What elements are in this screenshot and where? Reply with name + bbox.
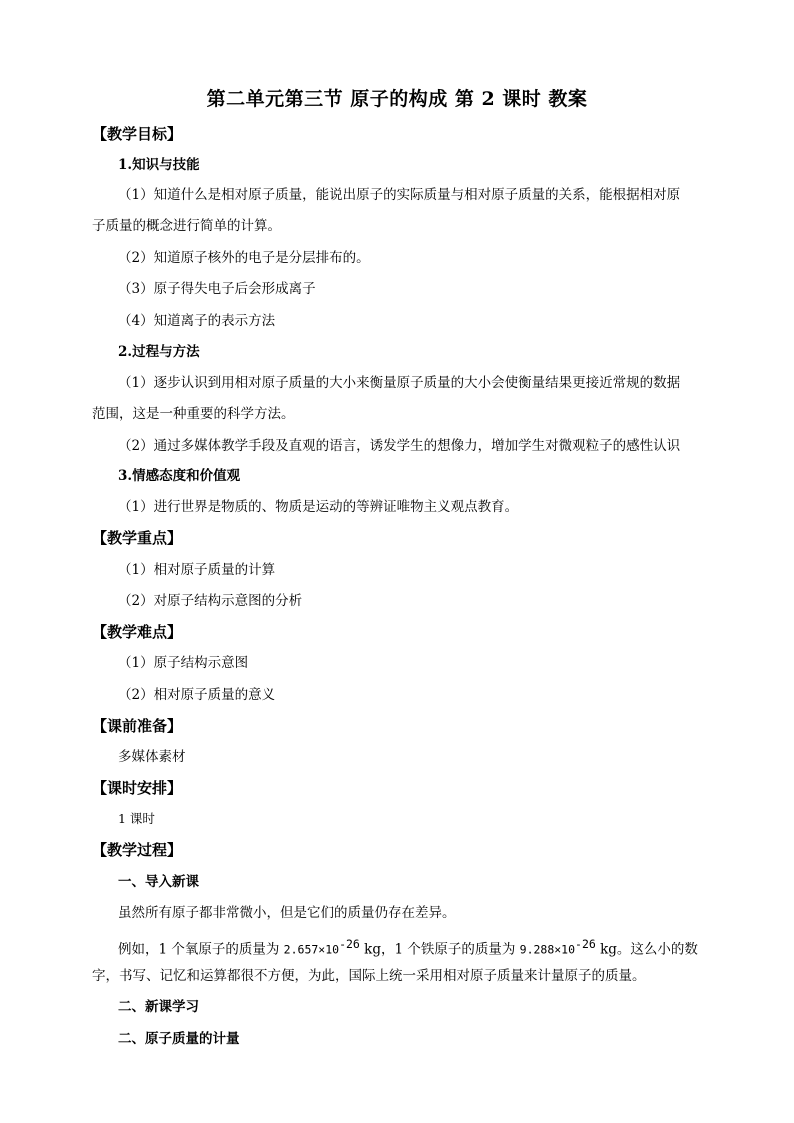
process-step-2: 二、新课学习 [118,999,199,1015]
goal-p2: （2）通过多媒体教学手段及直观的语言，诱发学生的想像力，增加学生对微观粒子的感性认识 [118,438,681,454]
process-paragraph-1: 虽然所有原子都非常微小，但是它们的质量仍存在差异。 [118,905,456,921]
section-heading-schedule: 【课时安排】 [92,779,183,797]
oxygen-mass-exponent: -26 [339,937,360,951]
difficult-item-2: （2）相对原子质量的意义 [118,687,276,703]
p2-middle: kg，1 个铁原子的质量为 [359,941,520,958]
key-item-2: （2）对原子结构示意图的分析 [118,593,303,609]
page-title: 第二单元第三节 原子的构成 第 2 课时 教案 [206,88,588,110]
process-step-3: 二、原子质量的计量 [118,1031,240,1047]
section-heading-prep: 【课前准备】 [92,717,183,735]
prep-text: 多媒体素材 [118,749,186,765]
iron-mass: 9.288×10 [519,942,576,957]
iron-mass-exponent: -26 [575,937,596,951]
p2-suffix: kg。这么小的数 [595,941,698,958]
process-step-1: 一、导入新课 [118,874,199,890]
difficult-item-1: （1）原子结构示意图 [118,655,249,671]
oxygen-mass: 2.657×10 [283,942,340,957]
subheading-emotion: 3.情感态度和价值观 [118,468,241,484]
goal-e1: （1）进行世界是物质的、物质是运动的等辨证唯物主义观点教育。 [118,499,519,515]
goal-k1-line2: 子质量的概念进行简单的计算。 [92,218,281,234]
section-heading-key: 【教学重点】 [92,529,183,547]
section-heading-process: 【教学过程】 [92,841,183,859]
process-paragraph-2 [118,934,698,960]
goal-p1-line2: 范围，这是一种重要的科学方法。 [92,406,295,422]
goal-k4: （4）知道离子的表示方法 [118,313,276,329]
key-item-1: （1）相对原子质量的计算 [118,562,276,578]
goal-k3: （3）原子得失电子后会形成离子 [118,281,316,297]
goal-p1-line1: （1）逐步认识到用相对原子质量的大小来衡量原子质量的大小会使衡量结果更接近常规的数据 [118,375,681,391]
subheading-process: 2.过程与方法 [118,344,200,360]
section-heading-difficult: 【教学难点】 [92,623,183,641]
schedule-text: 1 课时 [118,811,155,826]
goal-k1-line1: （1）知道什么是相对原子质量，能说出原子的实际质量与相对原子质量的关系，能根据相对原 [118,187,681,203]
subheading-knowledge: 1.知识与技能 [118,157,200,173]
p2-prefix: 例如，1 个氧原子的质量为 [118,941,284,958]
process-paragraph-3: 字，书写、记忆和运算都很不方便，为此，国际上统一采用相对原子质量来计量原子的质量。 [92,968,646,984]
section-heading-goals: 【教学目标】 [92,125,183,143]
goal-k2: （2）知道原子核外的电子是分层排布的。 [118,250,370,266]
